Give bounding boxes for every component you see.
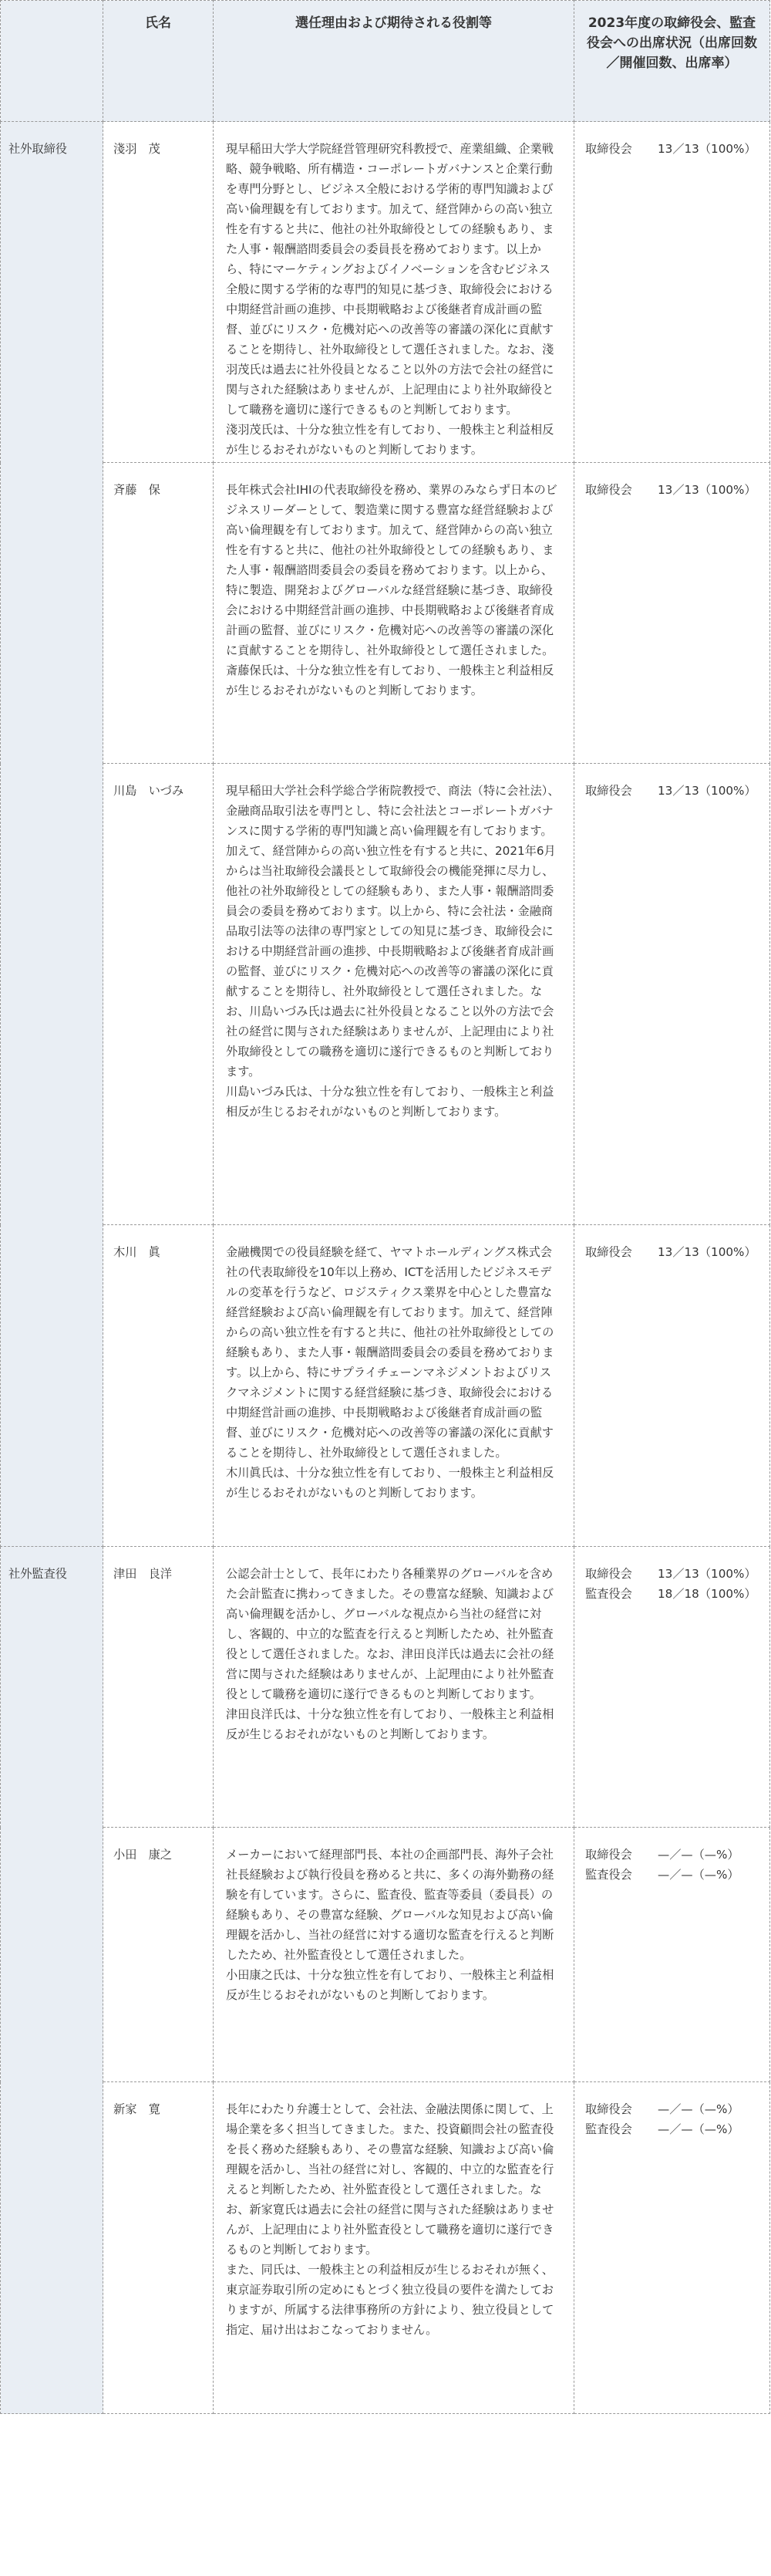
attendance-label: 取締役会 [585, 1245, 632, 1259]
selection-reason [214, 764, 574, 1225]
attendance [574, 1547, 770, 1828]
table-row [1, 1225, 770, 1547]
attendance-label: 取締役会 [585, 784, 632, 798]
attendance [574, 1828, 770, 2082]
reason-paragraph: 現早稲田大学社会科学総合学術院教授で、商法（特に会社法）、金融商品取引法を専門とし、特に会社法とコーポレートガバナンスに関する学術的専門知識と高い倫理観を有しております。加えて、経営陣からの高い独立性を有すると共に、2021年6月からは当社取締役会議長として取締役会の機能発揮に尽力し、他社の社外取締役としての経験もあり、また人事・報酬諮問委員会の委員を務めております。以上から、特に会社法・金融商品取引法等の法律の専門家としての知見に基づき、取締役会における中期経営計画の進捗、中長期戦略および後継者育成計画の監督、並びにリスク・危機対応への改善等の審議の深化に貢献することを期待し、社外取締役として選任されました。なお、川島いづみ氏は過去に社外役員となること以外の方法で会社の経営に関与された経験はありませんが、上記理由により社外取締役としての職務を適切に遂行できるものと判断しております。 [226, 784, 560, 1079]
attendance-label: 監査役会 [585, 1587, 632, 1601]
attendance-value: —／—（—%） [658, 2102, 739, 2116]
attendance-label: 取締役会 [585, 1848, 632, 1862]
reason-paragraph: 公認会計士として、長年にわたり各種業界のグローバルを含めた会計監査に携わってきました。その豊富な経験、知識および高い倫理観を活かし、グローバルな視点から当社の経営に対し、客観的、中立的な監査を行えると判断したため、社外監査役として選任されました。なお、津田良洋氏は過去に会社の経営に関与された経験はありませんが、上記理由により社外監査役として職務を適切に遂行できるものと判断しております。 [226, 1567, 554, 1701]
attendance-value: —／—（—%） [658, 1868, 739, 1882]
independence-paragraph: また、同氏は、一般株主との利益相反が生じるおそれが無く、東京証券取引所の定めにもとづく独立役員の要件を満たしておりますが、所属する法律事務所の方針により、独立役員として指定、届け出はおこなっておりません。 [226, 2263, 554, 2337]
independence-paragraph: 淺羽茂氏は、十分な独立性を有しており、一般株主と利益相反が生じるおそれがないものと判断しております。 [226, 423, 554, 457]
officer-name: 小田 康之 [103, 1828, 214, 2082]
reason-paragraph: 現早稲田大学大学院経営管理研究科教授で、産業組織、企業戦略、競争戦略、所有構造・コーポレートガバナンスと企業行動を専門分野とし、ビジネス全般における学術的専門知識および高い倫理観を有しております。加えて、経営陣からの高い独立性を有すると共に、他社の社外取締役としての経験もあり、また人事・報酬諮問委員会の委員長を務めております。以上から、特にマーケティングおよびイノベーションを含むビジネス全般に関する学術的な専門的知見に基づき、取締役会における中期経営計画の進捗、中長期戦略および後継者育成計画の監督、並びにリスク・危機対応への改善等の審議の深化に貢献することを期待し、社外取締役として選任されました。なお、淺羽茂氏は過去に社外役員となること以外の方法で会社の経営に関与された経験はありませんが、上記理由により社外取締役として職務を適切に遂行できるものと判断しております。 [226, 142, 554, 417]
attendance-value: 13／13（100%） [658, 1567, 756, 1581]
attendance-value: —／—（—%） [658, 2122, 739, 2136]
reason-paragraph: メーカーにおいて経理部門長、本社の企画部門長、海外子会社社長経験および執行役員を務めると共に、多くの海外勤務の経験を有しています。さらに、監査役、監査等委員（委員長）の経験もあり、その豊富な経験、グローバルな知見および高い倫理観を活かし、当社の経営に対する適切な監査を行えると判断したため、社外監査役として選任されました。 [226, 1848, 554, 1962]
attendance-line [585, 480, 765, 500]
category-outside-directors: 社外取締役 [1, 122, 103, 1547]
independence-paragraph: 小田康之氏は、十分な独立性を有しており、一般株主と利益相反が生じるおそれがないものと判断しております。 [226, 1968, 554, 2002]
attendance [574, 2082, 770, 2414]
attendance-line [585, 139, 765, 159]
category-outside-auditors: 社外監査役 [1, 1547, 103, 2414]
table-row [1, 764, 770, 1225]
attendance-line [585, 781, 765, 801]
attendance-value: 13／13（100%） [658, 483, 756, 497]
reason-paragraph: 長年にわたり弁護士として、会社法、金融法関係に関して、上場企業を多く担当してきました。また、投資顧問会社の監査役を長く務めた経験もあり、その豊富な経験、知識および高い倫理観を活かし、当社の経営に対し、客観的、中立的な監査を行えると判断したため、社外監査役として選任されました。なお、新家寛氏は過去に会社の経営に関与された経験はありませんが、上記理由により社外監査役として職務を適切に遂行できるものと判断しております。 [226, 2102, 554, 2257]
attendance [574, 463, 770, 764]
attendance [574, 764, 770, 1225]
header-category [1, 1, 103, 122]
attendance-line [585, 2099, 765, 2119]
attendance-value: 13／13（100%） [658, 784, 756, 798]
attendance [574, 1225, 770, 1547]
header-reason: 選任理由および期待される役割等 [214, 1, 574, 122]
attendance-label: 取締役会 [585, 1567, 632, 1581]
selection-reason [214, 2082, 574, 2414]
table-row [1, 1547, 770, 1828]
attendance-label: 監査役会 [585, 1868, 632, 1882]
officer-name: 斉藤 保 [103, 463, 214, 764]
attendance [574, 122, 770, 463]
attendance-label: 取締役会 [585, 142, 632, 156]
attendance-label: 監査役会 [585, 2122, 632, 2136]
attendance-value: —／—（—%） [658, 1848, 739, 1862]
attendance-value: 13／13（100%） [658, 142, 756, 156]
attendance-line [585, 1564, 765, 1584]
header-name: 氏名 [103, 1, 214, 122]
attendance-line [585, 1845, 765, 1865]
selection-reason [214, 1828, 574, 2082]
independence-paragraph: 川島いづみ氏は、十分な独立性を有しており、一般株主と利益相反が生じるおそれがないものと判断しております。 [226, 1085, 554, 1119]
attendance-value: 18／18（100%） [658, 1587, 756, 1601]
reason-paragraph: 長年株式会社IHIの代表取締役を務め、業界のみならず日本のビジネスリーダーとして、製造業に関する豊富な経営経験および高い倫理観を有しております。加えて、経営陣からの高い独立性を有すると共に、他社の社外取締役としての経験もあり、また人事・報酬諮問委員会の委員を務めております。以上から、特に製造、開発およびグローバルな経営経験に基づき、取締役会における中期経営計画の進捗、中長期戦略および後継者育成計画の監督、並びにリスク・危機対応への改善等の審議の深化に貢献することを期待し、社外取締役として選任されました。 [226, 483, 557, 657]
selection-reason [214, 1225, 574, 1547]
independence-paragraph: 木川眞氏は、十分な独立性を有しており、一般株主と利益相反が生じるおそれがないものと判断しております。 [226, 1466, 554, 1500]
table-row [1, 122, 770, 463]
table-header [1, 1, 770, 122]
attendance-value: 13／13（100%） [658, 1245, 756, 1259]
attendance-line [585, 1584, 765, 1604]
attendance-label: 取締役会 [585, 483, 632, 497]
reason-paragraph: 金融機関での役員経験を経て、ヤマトホールディングス株式会社の代表取締役を10年以上務め、ICTを活用したビジネスモデルの変革を行うなど、ロジスティクス業界を中心とした豊富な経営経験および高い倫理観を有しております。加えて、経営陣からの高い独立性を有すると共に、他社の社外取締役としての経験もあり、また人事・報酬諮問委員会の委員を務めております。以上から、特にサプライチェーンマネジメントおよびリスクマネジメントに関する経営経験に基づき、取締役会における中期経営計画の進捗、中長期戦略および後継者育成計画の監督、並びにリスク・危機対応への改善等の審議の深化に貢献することを期待し、社外取締役として選任されました。 [226, 1245, 554, 1460]
selection-reason [214, 1547, 574, 1828]
officer-name: 木川 眞 [103, 1225, 214, 1547]
attendance-label: 取締役会 [585, 2102, 632, 2116]
selection-reason [214, 463, 574, 764]
officer-name: 津田 良洋 [103, 1547, 214, 1828]
table-row [1, 1828, 770, 2082]
officer-name: 新家 寛 [103, 2082, 214, 2414]
header-attendance: 2023年度の取締役会、監査役会への出席状況（出席回数／開催回数、出席率） [574, 1, 770, 122]
independence-paragraph: 斎藤保氏は、十分な独立性を有しており、一般株主と利益相反が生じるおそれがないものと判断しております。 [226, 663, 554, 697]
attendance-line [585, 1865, 765, 1885]
selection-reason [214, 122, 574, 463]
officer-name: 淺羽 茂 [103, 122, 214, 463]
table-row [1, 463, 770, 764]
independence-paragraph: 津田良洋氏は、十分な独立性を有しており、一般株主と利益相反が生じるおそれがないものと判断しております。 [226, 1707, 554, 1741]
table-row [1, 2082, 770, 2414]
attendance-line [585, 1242, 765, 1262]
officer-name: 川島 いづみ [103, 764, 214, 1225]
attendance-line [585, 2119, 765, 2139]
